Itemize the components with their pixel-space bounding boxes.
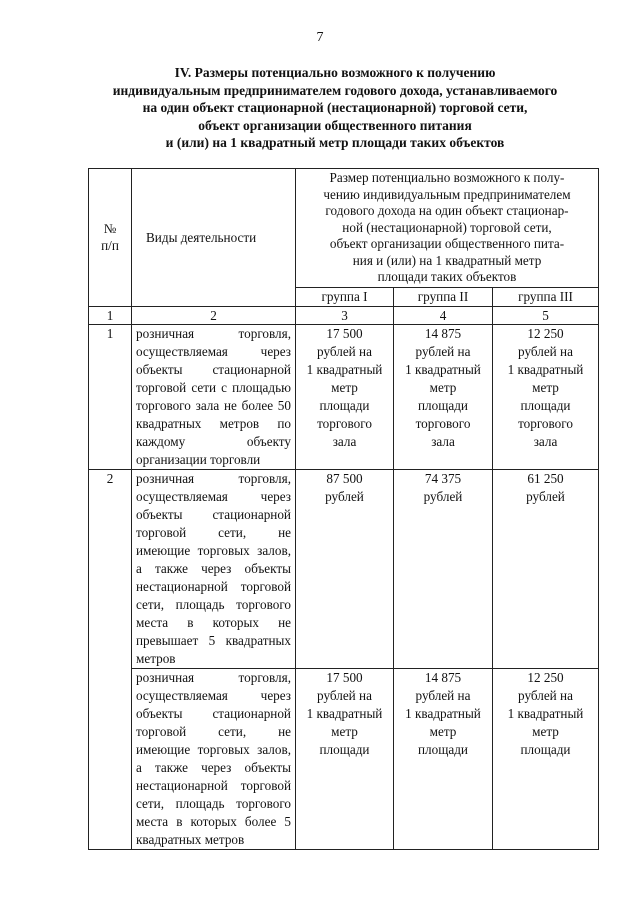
group-3-value: 61 250 рублей xyxy=(493,469,599,668)
column-index: 3 xyxy=(296,306,394,324)
page-number: 7 xyxy=(316,30,324,45)
header-num: № п/п xyxy=(89,169,132,307)
row-number: 1 xyxy=(89,324,132,469)
column-index: 4 xyxy=(394,306,493,324)
column-index: 5 xyxy=(493,306,599,324)
group-3-value: 12 250 рублей на 1 квадратный метр площади торгового зала xyxy=(493,324,599,469)
table-row xyxy=(89,668,599,849)
activity-description: розничная торговля, осуществляемая через объекты стационарной торговой сети, не имеющие торговых залов, а также через объекты нестационарной торговой сети, площадь торгового места в которых не превышает 5 квадратных метров xyxy=(132,469,296,668)
column-index-row xyxy=(89,306,599,324)
activity-description: розничная торговля, осуществляемая через объекты стационарной торговой сети с площадью торгового зала не более 50 квадратных метров по каждому объекту организации торговли xyxy=(132,324,296,469)
column-index: 1 xyxy=(89,306,132,324)
activity-description: розничная торговля, осуществляемая через объекты стационарной торговой сети, не имеющие торговых залов, а также через объекты нестационарной торговой сети, площадь торгового места в которых более 5 квадратных метров xyxy=(132,668,296,849)
section-title-line: IV. Размеры потенциально возможного к получению xyxy=(174,65,496,80)
section-title xyxy=(70,64,600,152)
row-number: 2 xyxy=(89,469,132,849)
table-row xyxy=(89,469,599,668)
header-income-size: Размер потенциально возможного к полу- чению индивидуальным предпринимателем годового дохода на один объект стационар- ной (нестационарной) торговой сети, объект организации общественного пита- ния и (или) на 1 квадратный метр площади таких объектов xyxy=(296,169,599,288)
group-1-value: 17 500 рублей на 1 квадратный метр площади xyxy=(296,668,394,849)
group-2-value: 14 875 рублей на 1 квадратный метр площади xyxy=(394,668,493,849)
header-group-3: группа III xyxy=(493,287,599,306)
group-3-value: 12 250 рублей на 1 квадратный метр площади xyxy=(493,668,599,849)
column-index: 2 xyxy=(132,306,296,324)
section-title-line: индивидуальным предпринимателем годового дохода, устанавливаемого xyxy=(112,82,558,98)
section-title-line: на один объект стационарной (нестационарной) торговой сети, xyxy=(142,100,528,115)
group-1-value: 17 500 рублей на 1 квадратный метр площади торгового зала xyxy=(296,324,394,469)
group-2-value: 14 875 рублей на 1 квадратный метр площади торгового зала xyxy=(394,324,493,469)
group-2-value: 74 375 рублей xyxy=(394,469,493,668)
section-title-line: объект организации общественного питания xyxy=(198,117,472,133)
table-header-row xyxy=(89,169,599,288)
section-title-line: и (или) на 1 квадратный метр площади таких объектов xyxy=(165,135,505,150)
header-activity: Виды деятельности xyxy=(132,169,296,307)
income-size-table xyxy=(88,168,599,850)
group-1-value: 87 500 рублей xyxy=(296,469,394,668)
header-group-2: группа II xyxy=(394,287,493,306)
header-group-1: группа I xyxy=(296,287,394,306)
table-row xyxy=(89,324,599,469)
